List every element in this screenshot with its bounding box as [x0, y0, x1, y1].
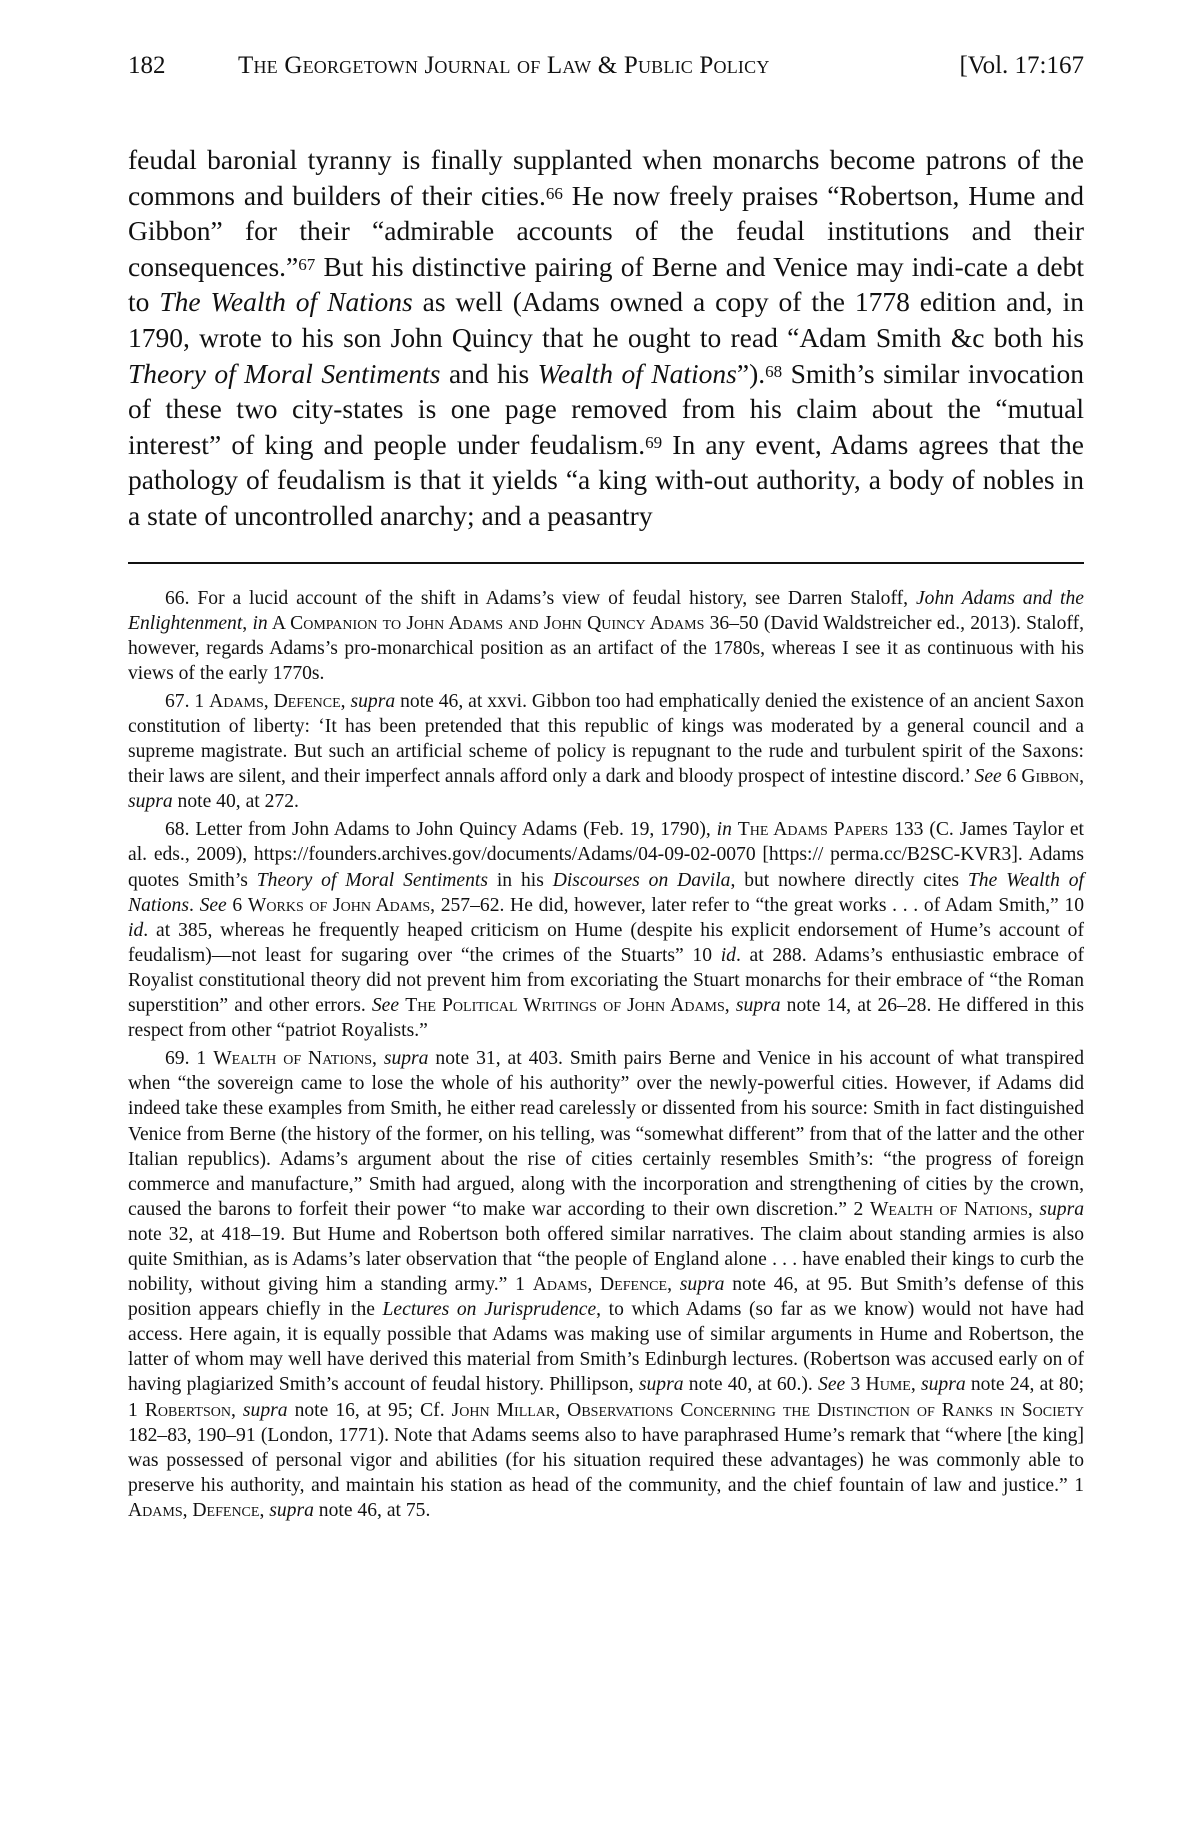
footnote-ref-69[interactable]: 69: [645, 432, 663, 452]
body-text-run: ”).: [736, 357, 766, 389]
volume-citation: [Vol. 17:167: [959, 52, 1084, 79]
page-number: 182: [128, 52, 166, 79]
journal-title: The Georgetown Journal of Law & Public Policy: [238, 52, 770, 79]
body-paragraph: [128, 142, 1084, 534]
body-text-run: Smith’s similar invocation of these two city-states is one page removed from his claim about the “mutual interest” of king and people under feudalism.: [128, 357, 1084, 460]
running-head: [128, 50, 1084, 84]
footnote-divider: [128, 562, 1084, 564]
footnote-69: 69. 1 Wealth of Nations, supra note 31, at 403. Smith pairs Berne and Venice in his account of what transpired when “the sovereign came to lose the whole of his authority” over the newly-powerful cities. However, if Adams did indeed take these examples from Smith, he either read carelessly or dissented from his source: Smith in fact distinguished Venice from Berne (the history of the former, on his telling, was “somewhat different” from that of the latter and the other Italian republics). Adams’s argument about the rise of cities certainly resembles Smith’s: “the progress of foreign commerce and manufacture,” Smith had argued, along with the incorporation and strengthening of cities by the crown, caused the barons to forfeit their power “to make war according to their own discretion.” 2 Wealth of Nations, supra note 32, at 418–19. But Hume and Robertson both offered similar narratives. The claim about standing armies is also quite Smithian, as is Adams’s later observation that “the people of England alone . . . have enabled their kings to curb the nobility, without giving him a standing army.” 1 Adams, Defence, supra note 46, at 95. But Smith’s defense of this position appears chiefly in the Lectures on Jurisprudence, to which Adams (so far as we know) would not have had access. Here again, it is equally possible that Adams was making use of similar arguments in Hume and Robertson, the latter of whom may well have derived this material from Smith’s Edinburgh lectures. (Robertson was accused early on of having plagiarized Smith’s account of feudal history. Phillipson, supra note 40, at 60.). See 3 Hume, supra note 24, at 80; 1 Robertson, supra note 16, at 95; Cf. John Millar, Observations Concerning the Distinction of Ranks in Society 182–83, 190–91 (London, 1771). Note that Adams seems also to have paraphrased Hume’s remark that “where [the king] was possessed of personal vigor and abilities (for his situation required these advantages) he was commonly able to preserve his authority, and maintain his station as head of the community, and the chief fountain of law and justice.” 1 Adams, Defence, supra note 46, at 75.: [128, 1048, 1085, 1521]
body-text-run: But his distinctive pairing of Berne and Venice may indi-cate a debt to: [128, 250, 1084, 318]
footnote-67: 67. 1 Adams, Defence, supra note 46, at xxvi. Gibbon too had emphatically denied the existence of an ancient Saxon constitution of liberty: ‘It has been pretended that this republic of kings was moderated by a general council and a supreme magistrate. But such an artificial scheme of policy is repugnant to the rude and turbulent spirit of the Saxons: their laws are silent, and their imperfect annals afford only a dark and bloody prospect of intestine discord.’ See 6 Gibbon, supra note 40, at 272.: [128, 690, 1085, 813]
page: [128, 50, 1084, 1526]
footnotes: [128, 586, 1084, 1523]
italic-title: Wealth of Nations: [537, 357, 737, 389]
footnote-66: 66. For a lucid account of the shift in Adams’s view of feudal history, see Darren Staloff, John Adams and the Enlightenment, in A Companion to John Adams and John Quincy Adams 36–50 (David Waldstreicher ed., 2013). Staloff, however, regards Adams’s pro-monarchical position as an artifact of the 1780s, whereas I see it as continuous with his views of the early 1770s.: [128, 587, 1084, 684]
footnote-ref-67[interactable]: 67: [298, 254, 316, 274]
body-text-run: feudal baronial tyranny is finally supplanted when monarchs become patrons of the commons and builders of their cities.: [128, 144, 1084, 211]
body-text-run: He now freely praises “Robertson, Hume and Gibbon” for their “admirable accounts of the feudal institutions and their consequences.”: [128, 179, 1084, 282]
main-text: [128, 142, 1084, 534]
body-text-run: and his: [440, 357, 538, 389]
italic-title: The Wealth of Nations: [159, 286, 413, 318]
footnote-68: 68. Letter from John Adams to John Quincy Adams (Feb. 19, 1790), in The Adams Papers 133 (C. James Taylor et al. eds., 2009), https://founders.archives.gov/documents/Adams/04-09-02-0070 [https:// perma.cc/B2SC-KVR3]. Adams quotes Smith’s Theory of Moral Sentiments in his Discourses on Davila, but nowhere directly cites The Wealth of Nations. See 6 Works of John Adams, 257–62. He did, however, later refer to “the great works . . . of Adam Smith,” 10 id. at 385, whereas he frequently heaped criticism on Hume (despite his explicit endorsement of Hume’s account of feudalism)—not least for sugaring over “the crimes of the Stuarts” 10 id. at 288. Adams’s enthusiastic embrace of Royalist constitutional theory did not prevent him from excoriating the Stuart monarchs for their embrace of “the Roman superstition” and other errors. See The Political Writings of John Adams, supra note 14, at 26–28. He differed in this respect from other “patriot Royalists.”: [128, 819, 1085, 1042]
footnote-ref-66[interactable]: 66: [545, 183, 563, 203]
italic-title: Theory of Moral Sentiments: [128, 357, 441, 389]
body-text-run: In any event, Adams agrees that the pathology of feudalism is that it yields “a king with-out authority, a body of nobles in a state of uncontrolled anarchy; and a peasantry: [128, 428, 1084, 531]
body-text-run: as well (Adams owned a copy of the 1778 edition and, in 1790, wrote to his son John Quincy that he ought to read “Adam Smith &c both his: [128, 286, 1084, 353]
footnote-ref-68[interactable]: 68: [765, 361, 783, 381]
